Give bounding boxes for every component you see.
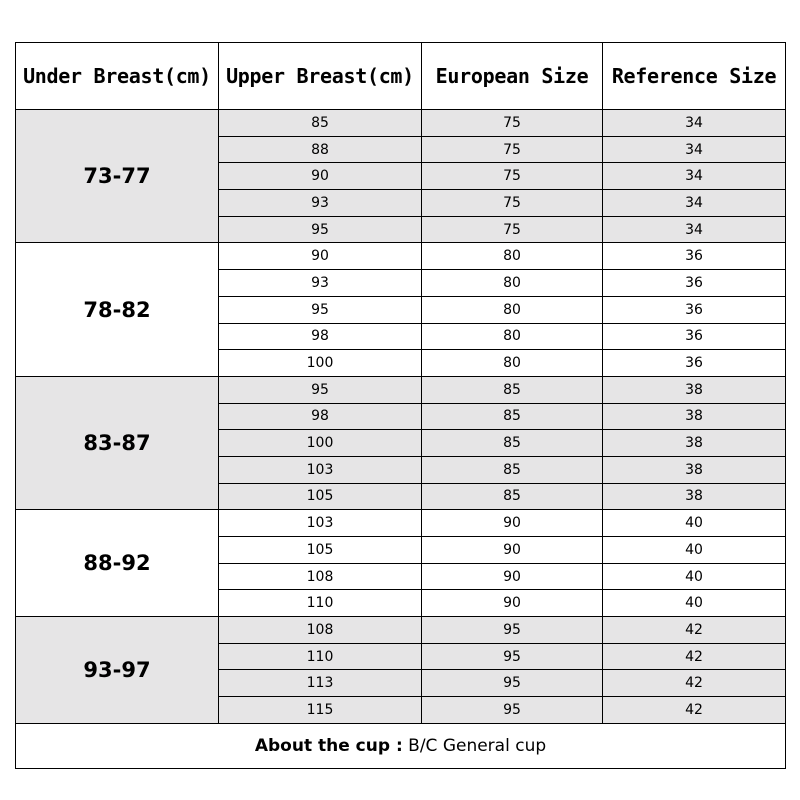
reference-size-cell: 40 bbox=[603, 510, 786, 537]
upper-breast-cell: 95 bbox=[219, 296, 422, 323]
european-size-cell: 95 bbox=[422, 617, 603, 644]
cup-note-label: About the cup : bbox=[254, 735, 403, 756]
upper-breast-cell: 90 bbox=[219, 163, 422, 190]
header-under-breast: Under Breast(cm) bbox=[16, 43, 219, 110]
reference-size-cell: 42 bbox=[603, 697, 786, 724]
european-size-cell: 75 bbox=[422, 190, 603, 217]
reference-size-cell: 40 bbox=[603, 590, 786, 617]
upper-breast-cell: 98 bbox=[219, 323, 422, 350]
reference-size-cell: 36 bbox=[603, 296, 786, 323]
upper-breast-cell: 108 bbox=[219, 617, 422, 644]
reference-size-cell: 38 bbox=[603, 430, 786, 457]
upper-breast-cell: 93 bbox=[219, 190, 422, 217]
under-breast-range: 78-82 bbox=[16, 243, 219, 376]
european-size-cell: 80 bbox=[422, 350, 603, 377]
reference-size-cell: 38 bbox=[603, 456, 786, 483]
european-size-cell: 80 bbox=[422, 323, 603, 350]
upper-breast-cell: 85 bbox=[219, 110, 422, 137]
european-size-cell: 80 bbox=[422, 243, 603, 270]
european-size-cell: 85 bbox=[422, 483, 603, 510]
european-size-cell: 75 bbox=[422, 110, 603, 137]
reference-size-cell: 34 bbox=[603, 110, 786, 137]
cup-note bbox=[16, 723, 786, 768]
reference-size-cell: 42 bbox=[603, 670, 786, 697]
european-size-cell: 80 bbox=[422, 296, 603, 323]
european-size-cell: 80 bbox=[422, 270, 603, 297]
european-size-cell: 90 bbox=[422, 590, 603, 617]
table-row bbox=[16, 617, 786, 644]
table-row bbox=[16, 110, 786, 137]
table-footer bbox=[16, 723, 786, 768]
header-upper-breast: Upper Breast(cm) bbox=[219, 43, 422, 110]
reference-size-cell: 40 bbox=[603, 537, 786, 564]
header-row bbox=[16, 43, 786, 110]
upper-breast-cell: 93 bbox=[219, 270, 422, 297]
reference-size-cell: 42 bbox=[603, 643, 786, 670]
upper-breast-cell: 113 bbox=[219, 670, 422, 697]
european-size-cell: 95 bbox=[422, 643, 603, 670]
european-size-cell: 75 bbox=[422, 216, 603, 243]
upper-breast-cell: 98 bbox=[219, 403, 422, 430]
upper-breast-cell: 95 bbox=[219, 216, 422, 243]
upper-breast-cell: 105 bbox=[219, 537, 422, 564]
reference-size-cell: 34 bbox=[603, 216, 786, 243]
european-size-cell: 95 bbox=[422, 697, 603, 724]
under-breast-range: 73-77 bbox=[16, 110, 219, 243]
european-size-cell: 90 bbox=[422, 537, 603, 564]
table-row bbox=[16, 376, 786, 403]
european-size-cell: 85 bbox=[422, 430, 603, 457]
upper-breast-cell: 88 bbox=[219, 136, 422, 163]
upper-breast-cell: 110 bbox=[219, 643, 422, 670]
upper-breast-cell: 103 bbox=[219, 456, 422, 483]
reference-size-cell: 38 bbox=[603, 376, 786, 403]
table-header bbox=[16, 43, 786, 110]
under-breast-range: 88-92 bbox=[16, 510, 219, 617]
upper-breast-cell: 110 bbox=[219, 590, 422, 617]
under-breast-range: 83-87 bbox=[16, 376, 219, 509]
european-size-cell: 85 bbox=[422, 403, 603, 430]
reference-size-cell: 36 bbox=[603, 350, 786, 377]
size-chart-table bbox=[15, 42, 786, 769]
european-size-cell: 75 bbox=[422, 136, 603, 163]
european-size-cell: 75 bbox=[422, 163, 603, 190]
table-body bbox=[16, 110, 786, 724]
footer-row bbox=[16, 723, 786, 768]
table-row bbox=[16, 510, 786, 537]
european-size-cell: 85 bbox=[422, 456, 603, 483]
reference-size-cell: 36 bbox=[603, 243, 786, 270]
header-reference-size: Reference Size bbox=[603, 43, 786, 110]
upper-breast-cell: 95 bbox=[219, 376, 422, 403]
reference-size-cell: 36 bbox=[603, 323, 786, 350]
reference-size-cell: 40 bbox=[603, 563, 786, 590]
upper-breast-cell: 103 bbox=[219, 510, 422, 537]
upper-breast-cell: 100 bbox=[219, 430, 422, 457]
reference-size-cell: 34 bbox=[603, 190, 786, 217]
european-size-cell: 95 bbox=[422, 670, 603, 697]
under-breast-range: 93-97 bbox=[16, 617, 219, 724]
reference-size-cell: 42 bbox=[603, 617, 786, 644]
upper-breast-cell: 100 bbox=[219, 350, 422, 377]
reference-size-cell: 38 bbox=[603, 483, 786, 510]
reference-size-cell: 36 bbox=[603, 270, 786, 297]
upper-breast-cell: 90 bbox=[219, 243, 422, 270]
european-size-cell: 85 bbox=[422, 376, 603, 403]
upper-breast-cell: 108 bbox=[219, 563, 422, 590]
upper-breast-cell: 105 bbox=[219, 483, 422, 510]
upper-breast-cell: 115 bbox=[219, 697, 422, 724]
header-european-size: European Size bbox=[422, 43, 603, 110]
cup-note-value: B/C General cup bbox=[408, 735, 547, 756]
table-row bbox=[16, 243, 786, 270]
reference-size-cell: 38 bbox=[603, 403, 786, 430]
european-size-cell: 90 bbox=[422, 563, 603, 590]
reference-size-cell: 34 bbox=[603, 163, 786, 190]
european-size-cell: 90 bbox=[422, 510, 603, 537]
reference-size-cell: 34 bbox=[603, 136, 786, 163]
